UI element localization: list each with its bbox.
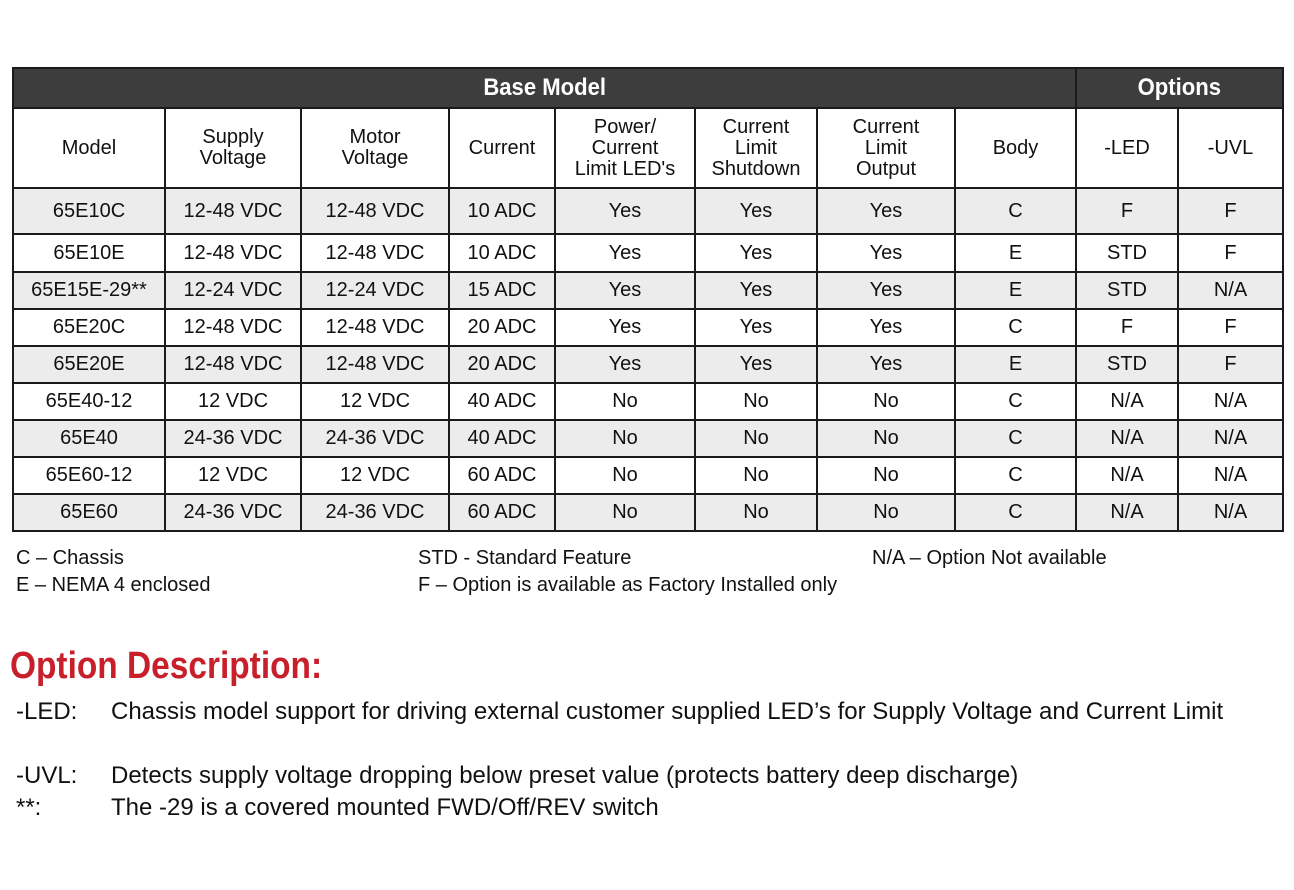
table-cell: 24-36 VDC xyxy=(301,420,449,457)
table-cell: N/A xyxy=(1076,420,1178,457)
table-cell: 65E15E-29** xyxy=(13,272,165,309)
table-cell: Yes xyxy=(817,272,955,309)
legend-factory: F – Option is available as Factory Installed only xyxy=(418,574,838,596)
table-cell: 12-48 VDC xyxy=(165,188,301,234)
table-cell: 12-48 VDC xyxy=(165,346,301,383)
table-row xyxy=(13,494,1283,531)
table-cell: C xyxy=(955,309,1076,346)
table-cell: F xyxy=(1178,309,1283,346)
option-description-title: Option Description: xyxy=(10,645,323,687)
table-cell: N/A xyxy=(1178,494,1283,531)
table-cell: Yes xyxy=(817,309,955,346)
table-row xyxy=(13,188,1283,234)
option-text: The -29 is a covered mounted FWD/Off/REV switch xyxy=(111,794,659,821)
table-row xyxy=(13,309,1283,346)
column-header-line: Output xyxy=(855,157,917,180)
table-cell: N/A xyxy=(1178,272,1283,309)
table-row xyxy=(13,420,1283,457)
table-cell: Yes xyxy=(817,188,955,234)
table-cell: Yes xyxy=(817,234,955,272)
option-key: -LED: xyxy=(16,698,78,725)
column-header xyxy=(555,108,695,188)
table-cell: 65E60-12 xyxy=(13,457,165,494)
table-cell: F xyxy=(1076,309,1178,346)
table-cell: 12 VDC xyxy=(165,457,301,494)
table-cell: 65E60 xyxy=(13,494,165,531)
column-header-line: Limit xyxy=(734,136,778,159)
table-cell: 10 ADC xyxy=(449,234,555,272)
table-cell: 60 ADC xyxy=(449,494,555,531)
table-cell: E xyxy=(955,234,1076,272)
table-cell: 12-24 VDC xyxy=(301,272,449,309)
table-cell: Yes xyxy=(695,309,817,346)
column-header xyxy=(695,108,817,188)
table-cell: 12-48 VDC xyxy=(165,309,301,346)
column-header-line: Voltage xyxy=(341,147,409,169)
legend-column-2 xyxy=(418,545,837,599)
group-header-row xyxy=(13,68,1283,108)
table-row xyxy=(13,383,1283,420)
table-cell: N/A xyxy=(1178,383,1283,420)
legend-enclosed: E – NEMA 4 enclosed xyxy=(16,574,211,596)
table-cell: Yes xyxy=(555,234,695,272)
column-header-line: Supply xyxy=(202,126,264,148)
table-cell: 65E20E xyxy=(13,346,165,383)
column-header xyxy=(817,108,955,188)
table-cell: F xyxy=(1178,188,1283,234)
column-header-line: Power/ xyxy=(593,115,657,138)
column-header xyxy=(449,108,555,188)
table-cell: N/A xyxy=(1178,420,1283,457)
table-cell: F xyxy=(1178,346,1283,383)
table-cell: 12-48 VDC xyxy=(301,234,449,272)
table-cell: No xyxy=(817,494,955,531)
table-cell: 12-24 VDC xyxy=(165,272,301,309)
table-cell: STD xyxy=(1076,346,1178,383)
column-header xyxy=(1076,108,1178,188)
column-header xyxy=(955,108,1076,188)
table-cell: No xyxy=(555,420,695,457)
column-header xyxy=(1178,108,1283,188)
option-text: Chassis model support for driving external customer supplied LED’s for Supply Voltage and Current Limit xyxy=(111,698,1224,725)
table-cell: 65E40 xyxy=(13,420,165,457)
column-header-line: Shutdown xyxy=(711,157,801,180)
column-header xyxy=(301,108,449,188)
table-cell: No xyxy=(817,420,955,457)
table-cell: STD xyxy=(1076,272,1178,309)
table-cell: F xyxy=(1076,188,1178,234)
column-header-line: Body xyxy=(992,136,1039,159)
column-header-line: -UVL xyxy=(1207,136,1254,159)
table-cell: 65E40-12 xyxy=(13,383,165,420)
table-cell: 24-36 VDC xyxy=(301,494,449,531)
legend-chassis: C – Chassis xyxy=(16,547,124,569)
option-text: Detects supply voltage dropping below preset value (protects battery deep discharge) xyxy=(111,762,1019,789)
table-cell: Yes xyxy=(817,346,955,383)
column-header-line: Limit xyxy=(864,136,908,159)
table-cell: No xyxy=(695,494,817,531)
column-header xyxy=(165,108,301,188)
column-header-line: Current xyxy=(591,136,659,159)
table-cell: Yes xyxy=(555,309,695,346)
table-cell: 12-48 VDC xyxy=(301,346,449,383)
table-cell: N/A xyxy=(1076,494,1178,531)
table-cell: N/A xyxy=(1178,457,1283,494)
table-row xyxy=(13,346,1283,383)
option-key: -UVL: xyxy=(16,762,78,789)
table-cell: N/A xyxy=(1076,383,1178,420)
table-cell: No xyxy=(695,383,817,420)
table-cell: C xyxy=(955,383,1076,420)
table-cell: 40 ADC xyxy=(449,420,555,457)
table-cell: 12 VDC xyxy=(301,383,449,420)
option-key: **: xyxy=(16,794,42,821)
table-cell: 12-48 VDC xyxy=(165,234,301,272)
table-cell: No xyxy=(555,383,695,420)
table-cell: No xyxy=(695,420,817,457)
table-cell: C xyxy=(955,420,1076,457)
table-cell: STD xyxy=(1076,234,1178,272)
table-cell: 12-48 VDC xyxy=(301,188,449,234)
legend-column-1 xyxy=(16,545,211,599)
legend-na: N/A – Option Not available xyxy=(872,547,1107,569)
column-header-line: Voltage xyxy=(199,147,267,169)
table-cell: 24-36 VDC xyxy=(165,420,301,457)
table-cell: 65E10C xyxy=(13,188,165,234)
table-cell: 12 VDC xyxy=(165,383,301,420)
table-cell: N/A xyxy=(1076,457,1178,494)
table-cell: Yes xyxy=(555,188,695,234)
table-cell: C xyxy=(955,457,1076,494)
legend-std: STD - Standard Feature xyxy=(418,547,632,569)
column-header xyxy=(13,108,165,188)
table-cell: C xyxy=(955,494,1076,531)
table-row xyxy=(13,234,1283,272)
column-header-line: Limit LED's xyxy=(574,157,676,180)
table-cell: Yes xyxy=(695,234,817,272)
table-cell: 20 ADC xyxy=(449,346,555,383)
table-cell: Yes xyxy=(555,346,695,383)
column-header-line: Current xyxy=(722,115,790,138)
table-cell: Yes xyxy=(695,272,817,309)
table-cell: 65E10E xyxy=(13,234,165,272)
group-options: Options xyxy=(1076,68,1283,108)
table-cell: Yes xyxy=(695,188,817,234)
table-cell: 12-48 VDC xyxy=(301,309,449,346)
table-row xyxy=(13,457,1283,494)
column-header-line: -LED xyxy=(1104,136,1150,159)
column-header-line: Model xyxy=(61,136,117,159)
column-header-line: Motor xyxy=(349,126,401,148)
table-cell: 12 VDC xyxy=(301,457,449,494)
table-cell: Yes xyxy=(555,272,695,309)
table-cell: No xyxy=(817,457,955,494)
table-cell: E xyxy=(955,272,1076,309)
table-cell: E xyxy=(955,346,1076,383)
table-cell: 65E20C xyxy=(13,309,165,346)
table-cell: 60 ADC xyxy=(449,457,555,494)
table-cell: C xyxy=(955,188,1076,234)
table-cell: Yes xyxy=(695,346,817,383)
group-base-model: Base Model xyxy=(13,68,1076,108)
table-cell: No xyxy=(555,457,695,494)
table-row xyxy=(13,272,1283,309)
table-body xyxy=(13,188,1283,531)
table-cell: No xyxy=(555,494,695,531)
table-cell: F xyxy=(1178,234,1283,272)
legend-column-3 xyxy=(872,545,1107,572)
spec-table xyxy=(12,67,1284,532)
table-cell: No xyxy=(817,383,955,420)
column-header-row xyxy=(13,108,1283,188)
column-header-line: Current xyxy=(852,115,920,138)
table-cell: 20 ADC xyxy=(449,309,555,346)
table-cell: 24-36 VDC xyxy=(165,494,301,531)
column-header-line: Current xyxy=(468,136,536,159)
table-cell: 40 ADC xyxy=(449,383,555,420)
table-cell: 10 ADC xyxy=(449,188,555,234)
table-cell: 15 ADC xyxy=(449,272,555,309)
table-cell: No xyxy=(695,457,817,494)
